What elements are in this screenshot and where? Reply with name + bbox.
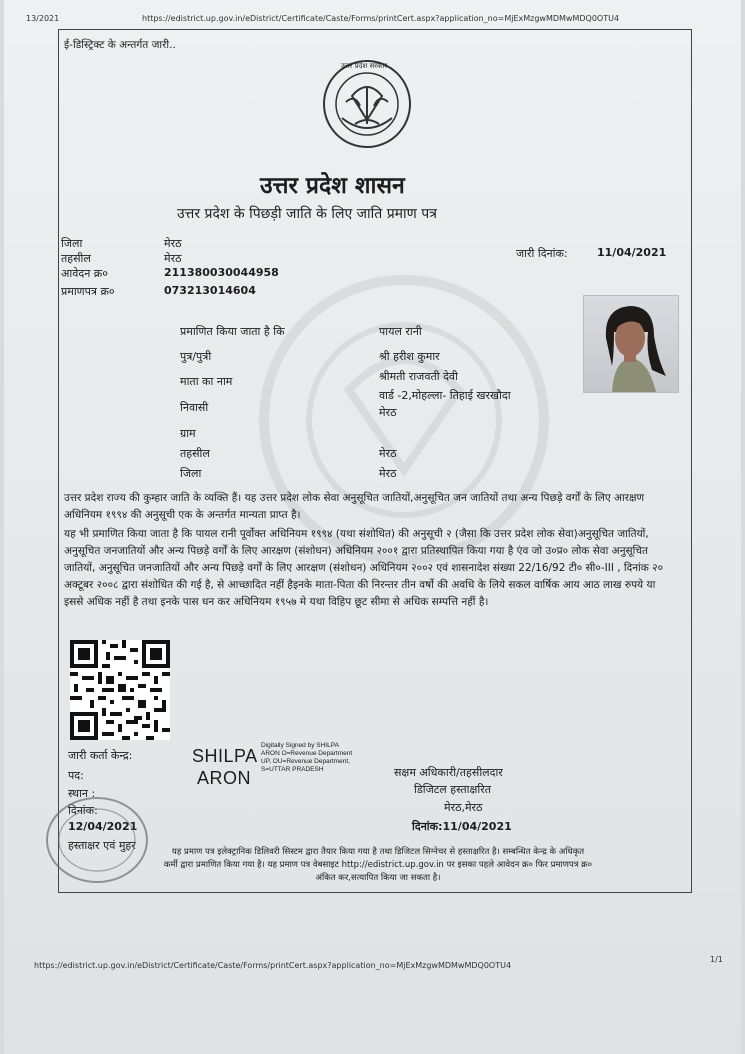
tehsil-value: मेरठ: [164, 252, 182, 265]
footer-note-line-2: कर्मी द्वारा प्रमाणित किया गया है। यह प्रमाण पत्र वेबसाइट http://edistrict.up.gov.in पर इसका पहले आवेदन क्र० फिर प्रमाणपत्र क्र०: [163, 860, 593, 870]
details-tehsil-value: मेरठ: [379, 447, 397, 460]
official-seal-icon: [42, 790, 152, 885]
applicant-portrait-icon: [584, 296, 678, 392]
issued-under: ई-डिस्ट्रिक्ट के अन्तर्गत जारी..: [64, 39, 176, 51]
certificate-sheet: [4, 0, 741, 1054]
applicant-name: पायल रानी: [379, 325, 422, 338]
post-label: पद:: [68, 769, 84, 782]
bottom-url[interactable]: https://edistrict.up.gov.in/eDistrict/Certificate/Caste/Forms/printCert.aspx?application_no=MjExMzgwMDMwMDQ0OTU4: [34, 961, 512, 970]
income-paragraph: यह भी प्रमाणित किया जाता है कि पायल रानी पूर्वोक्त अधिनियम १९९४ (यथा संशोधित) की अनुसूची २ (जैसा कि उत्तर प्रदेश लोक सेवा)अनुसूचित जातियों, अनुसूचित जनजातियों और अन्य पिछड़े वर्गों के लिए आरक्षण (संशोधन) अधिनियम २००१ द्वारा प्रतिस्थापित किया गया है एंव जो उ०प्र० लोक सेवा अनुसूचित जातियों, अनुसूचित जनजातियों और अन्य पिछड़े वर्गों के लिए आरक्षण (संशोधन) अधिनियम २००२ एवं शासनादेश संख्या 22/16/92 टी० सी०-III , दिनांक २० अक्टूबर २००८ द्वारा संशोधित की गई है, से आच्छादित नहीं हैइनके माता-पिता की निरन्तर तीन वर्षो की अवधि के लिये सकल वार्षिक आय आठ लाख रुपये या इससे अधिक नहीं है तथा इनके पास धन कर अधिनियम १९५७ मे यथा विहिप छूट सीमा से अधिक सम्पत्ति नहीं है।: [64, 528, 664, 608]
application-label: आवेदन क्र०: [61, 267, 108, 280]
resident-label: निवासी: [180, 401, 209, 414]
page-title: उत्तर प्रदेश शासन: [260, 172, 405, 199]
son-daughter-label: पुत्र/पुत्री: [180, 350, 212, 363]
issue-date-value: 11/04/2021: [597, 246, 667, 259]
village-label: ग्राम: [180, 427, 196, 440]
emblem-text: उत्तर प्रदेश सरकार: [341, 62, 388, 70]
footer-note-line-1: यह प्रमाण पत्र इलेक्ट्रानिक डिलिवरी सिस्टम द्वारा तैयार किया गया है तथा डिजिटल सिग्नेचर से हस्ताक्षरित है। सम्बन्धित केन्द्र के अधिकृत: [171, 847, 585, 857]
district-value: मेरठ: [164, 237, 182, 250]
mother-name: श्रीमती राजवती देवी: [379, 370, 458, 383]
authority-title: सक्षम अधिकारी/तहसीलदार: [394, 766, 503, 779]
details-district-value: मेरठ: [379, 467, 397, 480]
print-date: 13/2021: [26, 14, 60, 23]
footer-note-line-3: अंकित कर,सत्यापित किया जा सकता है।: [315, 873, 441, 883]
district-label: जिला: [61, 237, 83, 250]
signer-name-line-1: SHILPA: [192, 746, 258, 766]
footer-date-label: दिनांक:: [68, 804, 98, 817]
footer-date-value: 12/04/2021: [68, 820, 138, 833]
signer-name-line-2: ARON: [197, 768, 252, 788]
address-line-2: मेरठ: [379, 406, 397, 419]
applicant-photo: [583, 295, 679, 393]
certificate-body: [64, 490, 676, 613]
application-number: 211380030044958: [164, 266, 279, 279]
certificate-label: प्रमाणपत्र क्र०: [61, 285, 115, 298]
details-district-label: जिला: [180, 467, 202, 480]
print-url[interactable]: https://edistrict.up.gov.in/eDistrict/Certificate/Caste/Forms/printCert.aspx?application_no=MjExMzgwMDMwMDQ0OTU4: [142, 14, 620, 23]
qr-code: [70, 640, 170, 740]
page-number: 1/1: [710, 955, 723, 964]
signature-seal-label: हस्ताक्षर एवं मुहर: [68, 839, 136, 852]
certified-label: प्रमाणित किया जाता है कि: [180, 325, 285, 338]
authority-place: मेरठ,मेरठ: [444, 801, 483, 814]
issuing-center-label: जारी कर्ता केन्द्र:: [68, 749, 133, 762]
caste-paragraph: उत्तर प्रदेश राज्य की कुम्हार जाति के व्यक्ति हैं। यह उत्तर प्रदेश लोक सेवा अनुसूचित जातियों,अनुसूचित जन जातियों तथा अन्य पिछड़े वर्गों के लिए आरक्षण अधिनियम १९९४ की अनुसूची एक के अन्तर्गत मान्यता प्राप्त है।: [64, 492, 645, 521]
issue-date-label: जारी दिनांक:: [516, 247, 568, 260]
authority-date: दिनांक:11/04/2021: [412, 820, 512, 833]
authority-digital-sign: डिजिटल हस्ताक्षरित: [414, 783, 491, 796]
page-subtitle: उत्तर प्रदेश के पिछड़ी जाति के लिए जाति प्रमाण पत्र: [177, 206, 437, 222]
up-government-emblem-icon: [322, 58, 412, 150]
mother-label: माता का नाम: [180, 375, 233, 388]
address-line-1: वार्ड -2,मोहल्ला- तिहाई खरखौदा: [379, 389, 511, 402]
certificate-number: 073213014604: [164, 284, 256, 297]
father-name: श्री हरीश कुमार: [379, 350, 440, 363]
digital-signature-details: Digitally Signed by SHILPA ARON O=Revenue Department UP, OU=Revenue Department, S=UTTAR PRADESH: [261, 742, 353, 773]
tehsil-label: तहसील: [61, 252, 91, 265]
place-label: स्थान :: [68, 787, 96, 800]
details-tehsil-label: तहसील: [180, 447, 210, 460]
